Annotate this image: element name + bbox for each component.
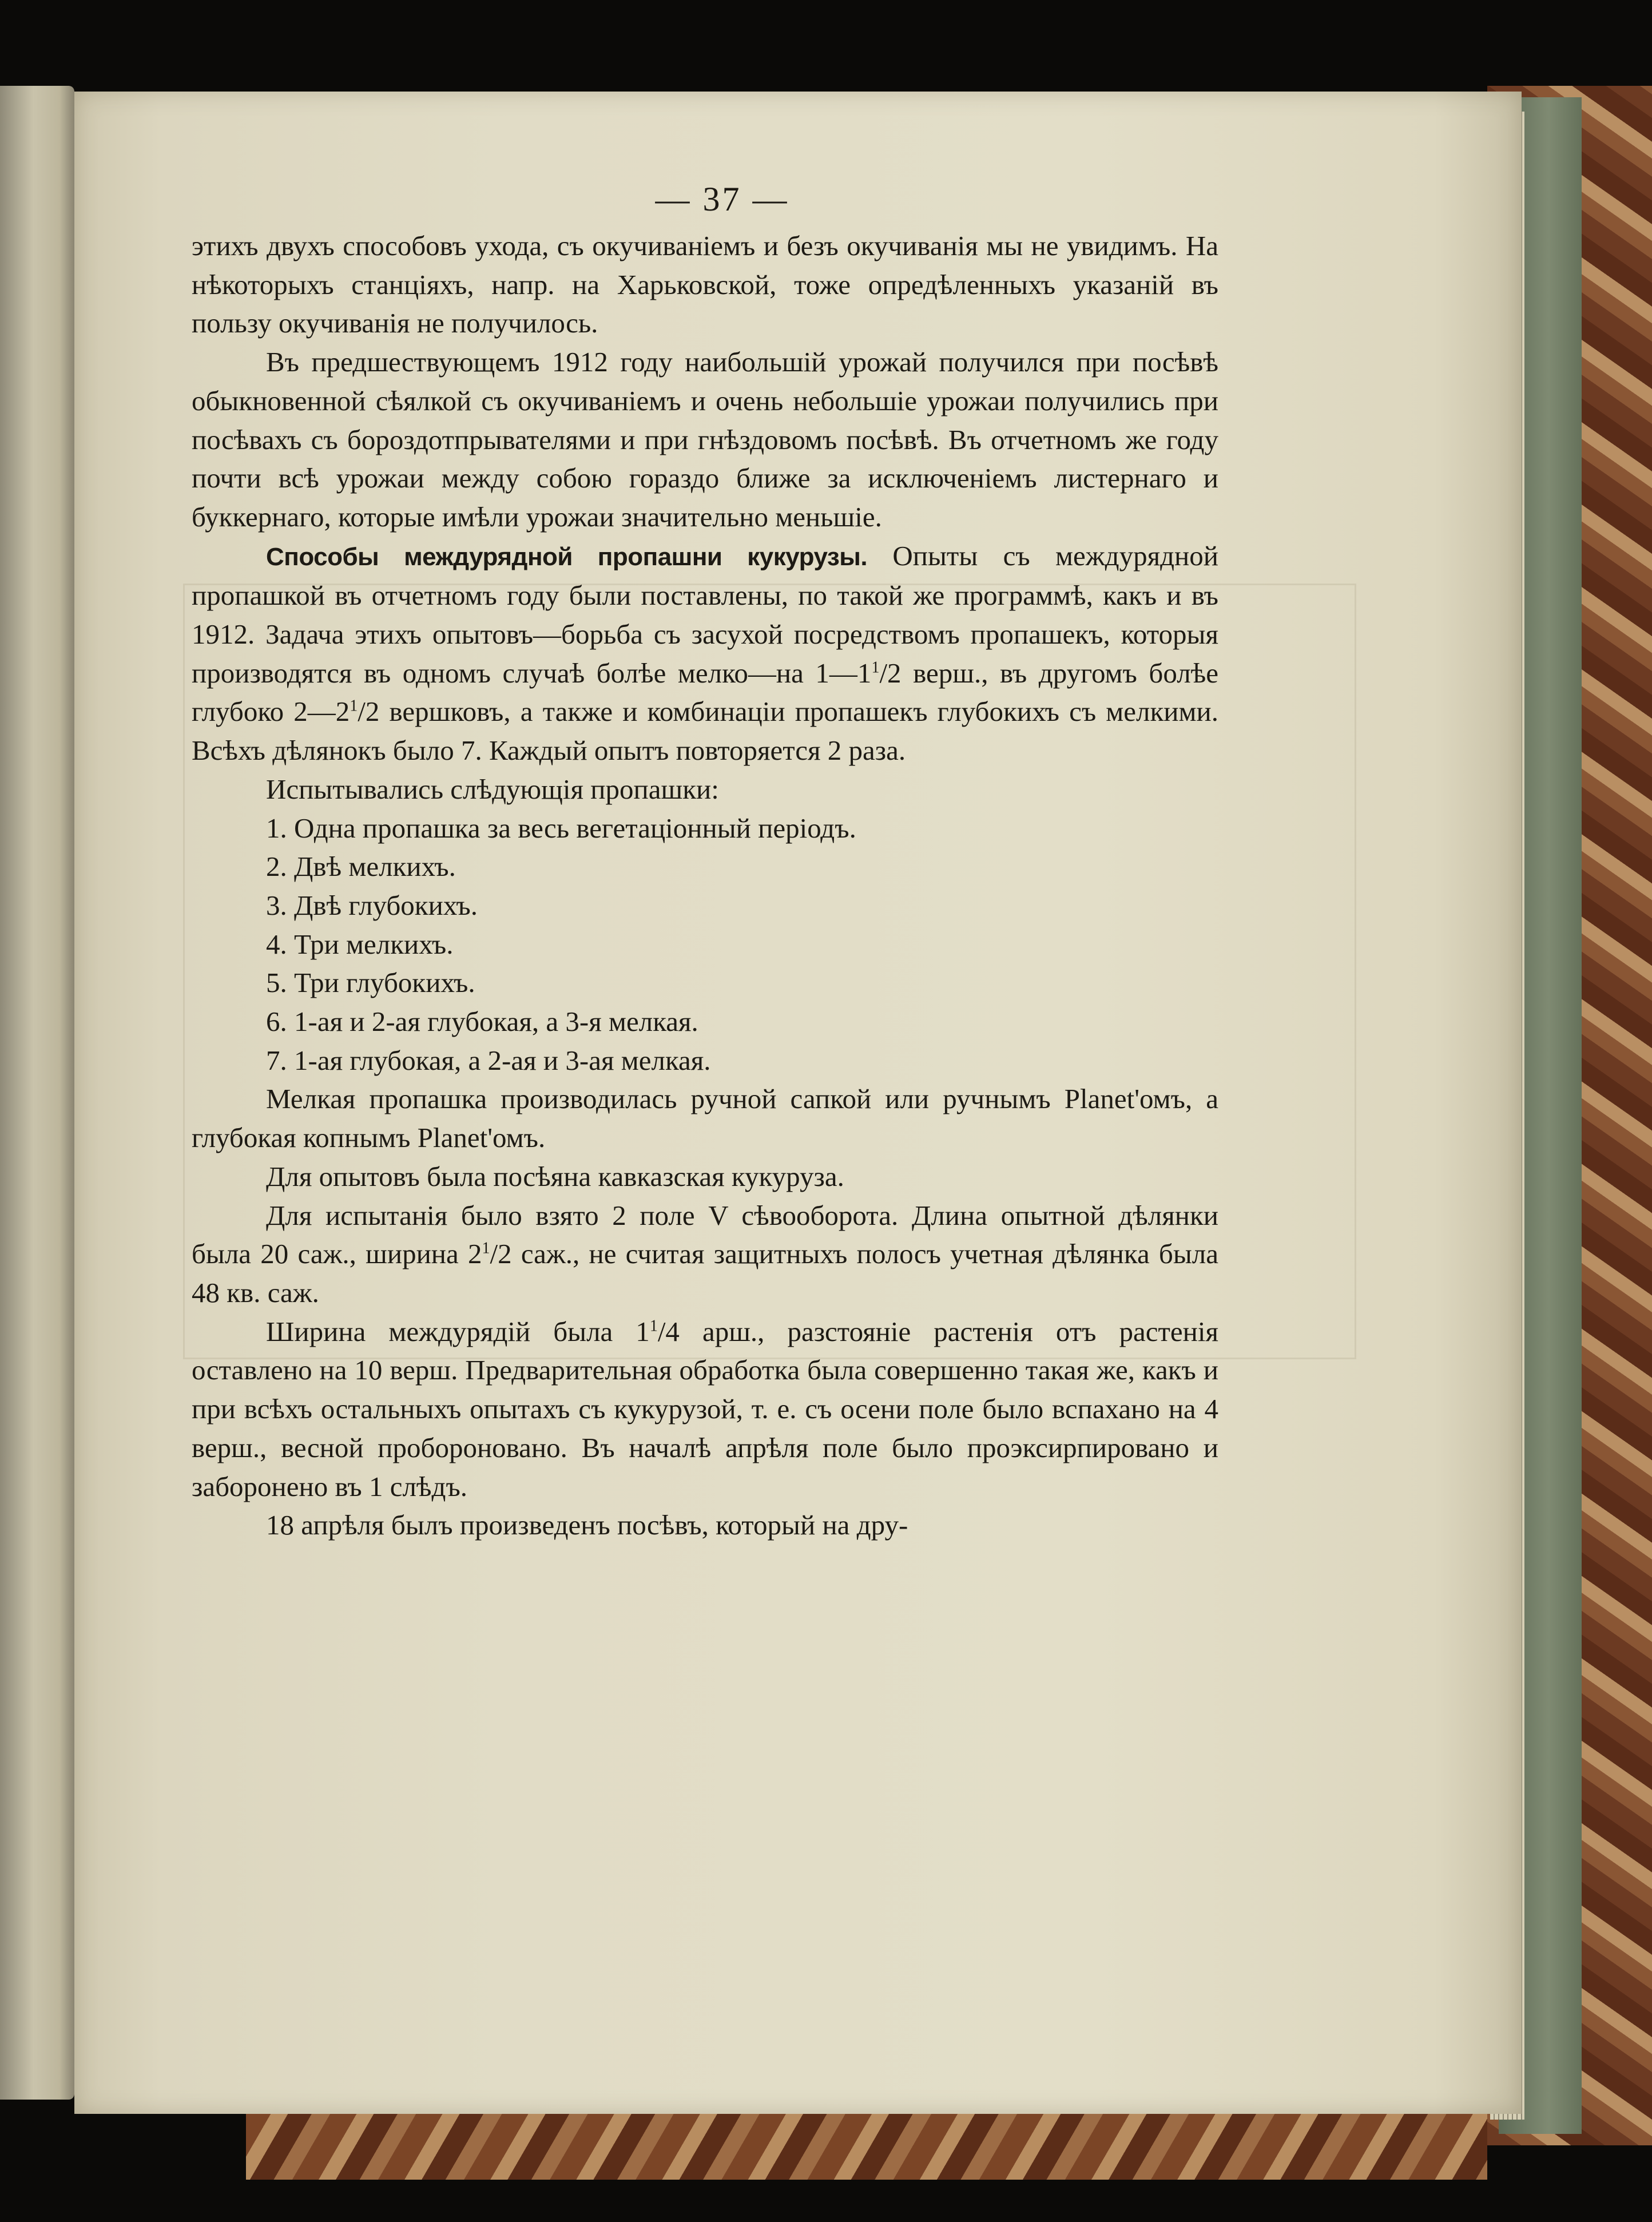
- list-item: 7. 1-ая глубокая, а 2-ая и 3-ая мелкая.: [266, 1044, 711, 1076]
- list-item: 6. 1-ая и 2-ая глубокая, а 3-я мелкая.: [266, 1006, 698, 1038]
- field-text-a: Для испытанія было взято 2 поле V сѣвооборота. Длина опытной дѣлянки была 20 саж., ширина 2: [192, 1199, 1218, 1270]
- fraction-1-denominator: /2: [879, 657, 902, 689]
- left-page-edge: [0, 86, 74, 2100]
- paragraph-planet: Мелкая пропашка производилась ручной сапкой или ручнымъ Planet'омъ, а глубокая копнымъ Planet'омъ.: [192, 1083, 1218, 1154]
- field-text-b: саж., не считая защитныхъ полосъ учетная дѣлянка была 48 кв. саж.: [192, 1238, 1218, 1308]
- width-fraction-numerator: 1: [649, 1317, 658, 1335]
- fraction-2-denominator: /2: [358, 696, 380, 728]
- paragraph-last-line: 18 апрѣля былъ произведенъ посѣвъ, который на дру-: [266, 1509, 908, 1541]
- fraction-2-numerator: 1: [350, 697, 358, 716]
- paragraph-2: Въ предшествующемъ 1912 году наибольшій урожай получился при посѣвѣ обыкновенной сѣялкой съ окучиваніемъ и очень небольшіе урожаи получились при посѣвахъ съ бороздотпрывателями и при гнѣздовомъ посѣвѣ. Въ отчетномъ же году почти всѣ урожаи между собою гораздо ближе за исключеніемъ листернаго и буккернаго, которые имѣли урожаи значительно меньшіе.: [192, 346, 1218, 533]
- section-heading: Способы междурядной пропашни кукурузы.: [266, 542, 868, 571]
- page-number: — 37 —: [655, 180, 789, 218]
- width-fraction-denominator: /4: [657, 1315, 680, 1347]
- width-text-b: арш., разстояніе растенія отъ растенія оставлено на 10 верш. Предварительная обработка была совершенно такая же, какъ и при всѣхъ остальныхъ опытахъ съ кукурузой, т. е. съ осени поле было вспахано на 4 верш., весной пробороновано. Въ началѣ апрѣля поле было проэксирпировано и заборонено въ 1 слѣдъ.: [192, 1315, 1218, 1502]
- field-fraction-denominator: /2: [490, 1238, 512, 1270]
- width-text-a: Ширина междурядій была 1: [266, 1315, 650, 1347]
- list-item: 1. Одна пропашка за весь вегетаціонный періодъ.: [266, 812, 856, 844]
- section-paragraph: [192, 537, 1218, 770]
- section-text-3: вершковъ, а также и комбинаціи пропашекъ глубокихъ съ мелкими. Всѣхъ дѣлянокъ было 7. Каждый опытъ повторяется 2 раза.: [192, 696, 1218, 767]
- paragraph-width: [192, 1312, 1218, 1506]
- list-item: 3. Двѣ глубокихъ.: [266, 889, 478, 921]
- section-text-2: верш., въ другомъ болѣе глубоко 2—2: [192, 657, 1218, 728]
- paragraph-field: [192, 1196, 1218, 1312]
- list-item: 5. Три глубокихъ.: [266, 967, 475, 999]
- section-text-1: Опыты съ междурядной пропашкой въ отчетномъ году были поставлены, по такой же программѣ, какъ и въ 1912. Задача этихъ опытовъ—борьба съ засухой посредствомъ пропашекъ, которыя производятся въ одномъ случаѣ болѣе мелко—на 1—1: [192, 539, 1218, 689]
- list-item: 4. Три мелкихъ.: [266, 928, 454, 960]
- paragraph-1: этихъ двухъ способовъ ухода, съ окучиваніемъ и безъ окучиванія мы не увидимъ. На нѣкоторыхъ станціяхъ, напр. на Харьковской, тоже опредѣленныхъ указаній въ пользу окучиванія не получилось.: [192, 230, 1218, 339]
- paragraph-variety: Для опытовъ была посѣяна кавказская кукуруза.: [266, 1160, 844, 1192]
- list-intro: Испытывались слѣдующія пропашки:: [266, 773, 719, 805]
- page-text: [192, 172, 1218, 1545]
- fraction-1-numerator: 1: [871, 658, 880, 677]
- marbled-cover-bottom: [246, 2111, 1487, 2180]
- field-fraction-numerator: 1: [482, 1239, 490, 1257]
- list-item: 2. Двѣ мелкихъ.: [266, 851, 456, 883]
